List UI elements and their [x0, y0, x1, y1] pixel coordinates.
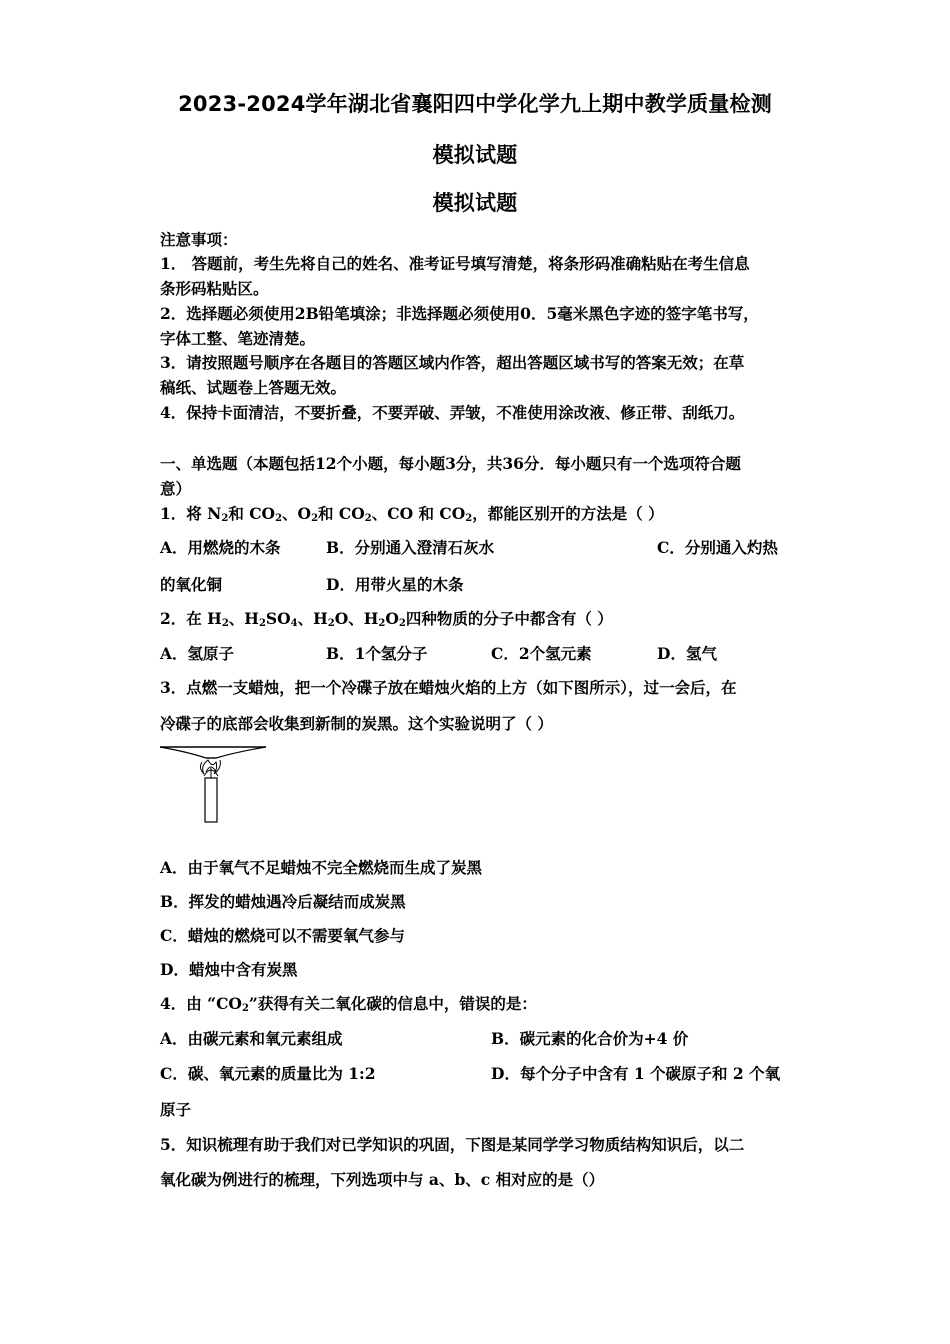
candle-dish-figure — [158, 744, 270, 826]
q3-option-d: D．蜡烛中含有炭黑 — [160, 960, 298, 979]
q1-option-c-cont: 的氧化铜 — [160, 575, 223, 594]
question-5-stem: 5．知识梳理有助于我们对已学知识的巩固，下图是某同学学习物质结构知识后，以二 — [160, 1135, 745, 1154]
notice-item: 4．保持卡面清洁，不要折叠，不要弄破、弄皱，不准使用涂改液、修正带、刮纸刀。 — [160, 403, 745, 422]
q1-option-a: A．用燃烧的木条 — [160, 538, 281, 557]
candle-icon — [205, 778, 217, 822]
q3-option-c: C．蜡烛的燃烧可以不需要氧气参与 — [160, 926, 405, 945]
q2-option-a: A．氢原子 — [160, 644, 235, 663]
question-3-stem: 3．点燃一支蜡烛，把一个冷碟子放在蜡烛火焰的上方（如下图所示），过一会后，在 — [160, 678, 737, 697]
q1-option-b: B．分别通入澄清石灰水 — [326, 538, 495, 557]
flame-icon — [200, 760, 220, 778]
page-subtitle-repeat: 模拟试题 — [432, 191, 518, 215]
q2-option-d: D．氢气 — [657, 644, 717, 663]
notice-item: 3．请按照题号顺序在各题目的答题区域内作答，超出答题区域书写的答案无效；在草 — [160, 353, 745, 372]
q2-option-b: B．1个氢分子 — [326, 644, 428, 663]
q3-option-b: B．挥发的蜡烛遇冷后凝结而成炭黑 — [160, 892, 406, 911]
notice-item: 1． 答题前，考生先将自己的姓名、准考证号填写清楚，将条形码准确粘贴在考生信息 — [160, 254, 750, 273]
q4-option-b: B．碳元素的化合价为+4 价 — [491, 1029, 689, 1048]
notice-item: 2．选择题必须使用2B铅笔填涂；非选择题必须使用0．5毫米黑色字迹的签字笔书写， — [160, 304, 759, 323]
q4-option-d-cont: 原子 — [160, 1100, 192, 1119]
q2-option-c: C．2个氢元素 — [491, 644, 592, 663]
q4-option-c: C．碳、氧元素的质量比为 1:2 — [160, 1064, 376, 1083]
question-1-stem: 1．将 $N_2$和 $CO_2$、$O_2$和 $CO_2$、CO 和 $CO_2$，都能区别开的方法是（ ） — [160, 504, 664, 524]
q4-option-a: A．由碳元素和氧元素组成 — [160, 1029, 343, 1048]
question-4-stem: 4．由 “$CO_2$”获得有关二氧化碳的信息中，错误的是： — [160, 994, 537, 1014]
question-3-stem-cont: 冷碟子的底部会收集到新制的炭黑。这个实验说明了（ ） — [160, 714, 553, 733]
question-5-stem-cont: 氧化碳为例进行的梳理，下列选项中与 a、b、c 相对应的是（） — [160, 1170, 605, 1189]
q4-option-d: D．每个分子中含有 1 个碳原子和 2 个氧 — [491, 1064, 781, 1083]
page-title: 2023-2024学年湖北省襄阳四中学化学九上期中教学质量检测 — [178, 92, 772, 116]
question-2-stem: 2．在 $H_2$、$H_2SO_4$、$H_2O$、$H_2O_2$四种物质的分子中都含有（ ） — [160, 609, 613, 629]
section-heading-cont: 意） — [160, 479, 192, 498]
notice-heading: 注意事项： — [160, 230, 238, 249]
q3-option-a: A．由于氧气不足蜡烛不完全燃烧而生成了炭黑 — [160, 858, 483, 877]
section-heading: 一、单选题（本题包括12个小题，每小题3分，共36分．每小题只有一个选项符合题 — [160, 454, 741, 473]
page-subtitle: 模拟试题 — [432, 143, 518, 167]
notice-item: 稿纸、试题卷上答题无效。 — [160, 378, 347, 397]
q1-option-d: D．用带火星的木条 — [326, 575, 464, 594]
q1-option-c: C．分别通入灼热 — [657, 538, 778, 557]
cold-dish-icon — [160, 747, 266, 758]
notice-item: 字体工整、笔迹清楚。 — [160, 329, 316, 348]
notice-item: 条形码粘贴区。 — [160, 279, 269, 298]
